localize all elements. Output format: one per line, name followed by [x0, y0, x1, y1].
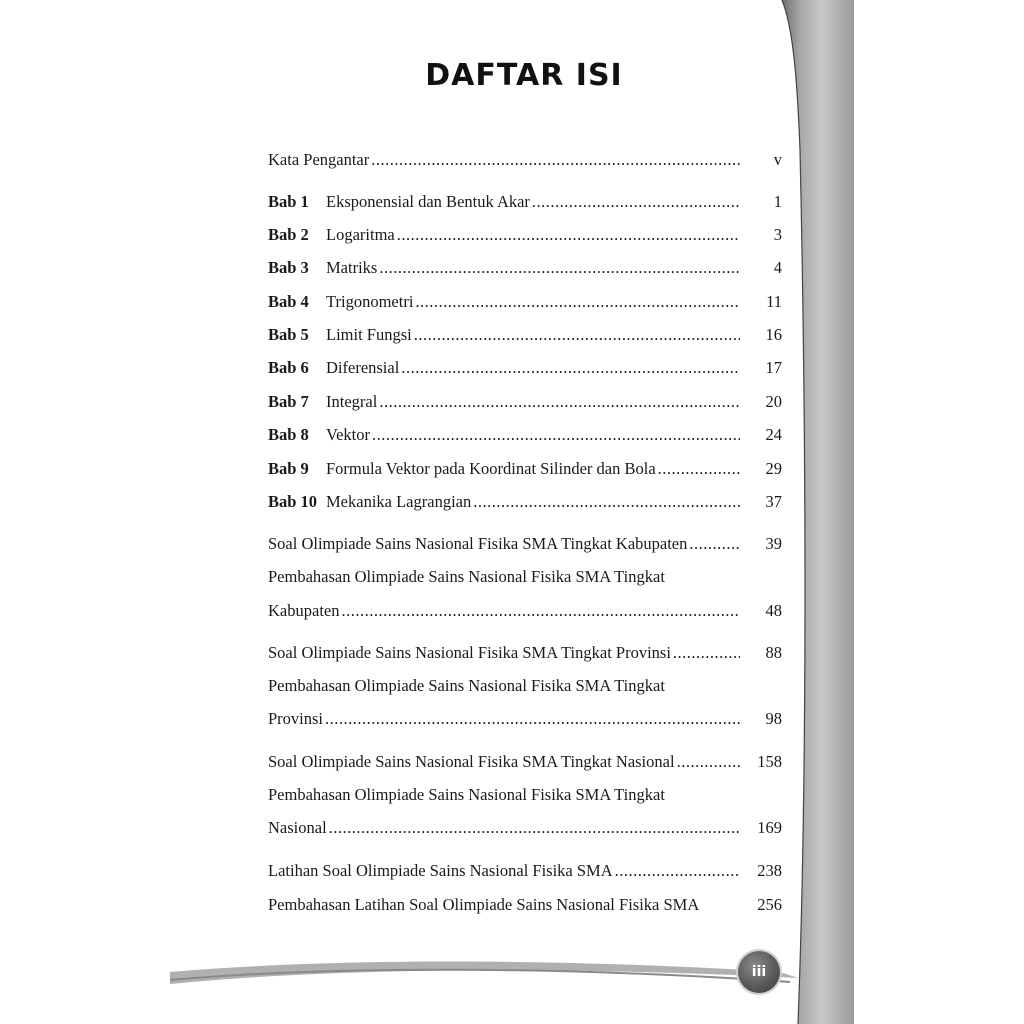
toc-entry-title: Integral — [326, 392, 378, 411]
toc-row — [268, 709, 782, 737]
toc-page-number: 37 — [765, 492, 782, 511]
toc-entry-title: Pembahasan Olimpiade Sains Nasional Fisika SMA Tingkat — [268, 676, 665, 695]
chapter-label: Bab 10 — [268, 492, 318, 511]
toc-row — [268, 358, 782, 386]
dot-leader — [532, 192, 740, 212]
dot-leader — [325, 709, 740, 729]
page-title: DAFTAR ISI — [425, 58, 623, 93]
chapter-label: Bab 2 — [268, 225, 309, 244]
toc-entry-title: Kata Pengantar — [268, 150, 370, 169]
toc-row — [268, 785, 782, 813]
toc-page-number: 4 — [773, 258, 782, 277]
page-number-badge: iii — [738, 951, 780, 993]
toc-page-number: 29 — [765, 459, 782, 478]
toc-entry-title: Vektor — [326, 425, 370, 444]
toc-entry-title: Nasional — [268, 818, 327, 837]
dot-leader — [415, 292, 740, 312]
chapter-label: Bab 3 — [268, 258, 309, 277]
toc-page-number: 16 — [765, 325, 782, 344]
toc-entry-title: Soal Olimpiade Sains Nasional Fisika SMA Tingkat Provinsi — [268, 643, 671, 662]
toc-entry-title: Pembahasan Latihan Soal Olimpiade Sains Nasional Fisika SMA — [268, 895, 700, 914]
toc-row — [268, 643, 782, 671]
chapter-label: Bab 9 — [268, 459, 309, 478]
chapter-label: Bab 5 — [268, 325, 309, 344]
toc-row — [268, 325, 782, 353]
dot-leader — [372, 425, 740, 445]
dot-leader — [673, 643, 740, 663]
dot-leader — [397, 225, 740, 245]
dot-leader — [379, 258, 740, 278]
chapter-label: Bab 7 — [268, 392, 309, 411]
dot-leader — [414, 325, 740, 345]
toc-row — [268, 676, 782, 704]
toc-page-number: 39 — [765, 534, 782, 553]
toc-page-number: 20 — [765, 392, 782, 411]
toc-page-number: 88 — [765, 643, 782, 662]
toc-entry-title: Pembahasan Olimpiade Sains Nasional Fisika SMA Tingkat — [268, 567, 665, 586]
toc-row — [268, 534, 782, 562]
dot-leader — [379, 392, 740, 412]
toc-row — [268, 567, 782, 595]
toc-page-number: 238 — [757, 861, 782, 880]
toc-page-number: 1 — [773, 192, 782, 211]
toc-page-number: 98 — [765, 709, 782, 728]
toc-row — [268, 601, 782, 629]
toc-entry-title: Soal Olimpiade Sains Nasional Fisika SMA Tingkat Kabupaten — [268, 534, 688, 553]
toc-row — [268, 392, 782, 420]
toc-page-number: 256 — [757, 895, 782, 914]
toc-entry-title: Provinsi — [268, 709, 324, 728]
toc-entry-title: Kabupaten — [268, 601, 340, 620]
toc-page-number: 48 — [765, 601, 782, 620]
dot-leader — [401, 358, 740, 378]
toc-entry-title: Logaritma — [326, 225, 395, 244]
toc-entry-title: Diferensial — [326, 358, 400, 377]
toc-page-number: 24 — [765, 425, 782, 444]
toc-entry-title: Pembahasan Olimpiade Sains Nasional Fisika SMA Tingkat — [268, 785, 665, 804]
toc-entry-title: Soal Olimpiade Sains Nasional Fisika SMA Tingkat Nasional — [268, 752, 675, 771]
toc-entry-title: Eksponensial dan Bentuk Akar — [326, 192, 530, 211]
dot-leader — [341, 601, 740, 621]
toc-page-number: v — [773, 150, 782, 169]
toc-entry-title: Matriks — [326, 258, 378, 277]
toc-entry-title: Latihan Soal Olimpiade Sains Nasional Fisika SMA — [268, 861, 613, 880]
toc-page-number: 169 — [757, 818, 782, 837]
toc-page-number: 17 — [765, 358, 782, 377]
toc-page-number: 3 — [773, 225, 782, 244]
chapter-label: Bab 8 — [268, 425, 309, 444]
toc-row — [268, 895, 782, 923]
toc-row — [268, 258, 782, 286]
toc-row — [268, 861, 782, 889]
toc-row — [268, 425, 782, 453]
chapter-label: Bab 6 — [268, 358, 309, 377]
toc-row — [268, 192, 782, 220]
toc-row — [268, 225, 782, 253]
toc-row — [268, 752, 782, 780]
toc-row — [268, 818, 782, 846]
toc-entry-title: Trigonometri — [326, 292, 414, 311]
dot-leader — [677, 752, 740, 772]
dot-leader — [329, 818, 740, 838]
dot-leader — [371, 150, 740, 170]
toc-row — [268, 459, 782, 487]
dot-leader — [473, 492, 740, 512]
toc-page-number: 158 — [757, 752, 782, 771]
dot-leader — [658, 459, 740, 479]
chapter-label: Bab 1 — [268, 192, 309, 211]
dot-leader — [615, 861, 740, 881]
toc-page-number: 11 — [766, 292, 782, 311]
toc-row — [268, 292, 782, 320]
toc-entry-title: Limit Fungsi — [326, 325, 412, 344]
toc-entry-title: Formula Vektor pada Koordinat Silinder dan Bola — [326, 459, 656, 478]
chapter-label: Bab 4 — [268, 292, 309, 311]
toc-entry-title: Mekanika Lagrangian — [326, 492, 472, 511]
toc-row — [268, 492, 782, 520]
toc-row — [268, 150, 782, 178]
dot-leader — [689, 534, 740, 554]
